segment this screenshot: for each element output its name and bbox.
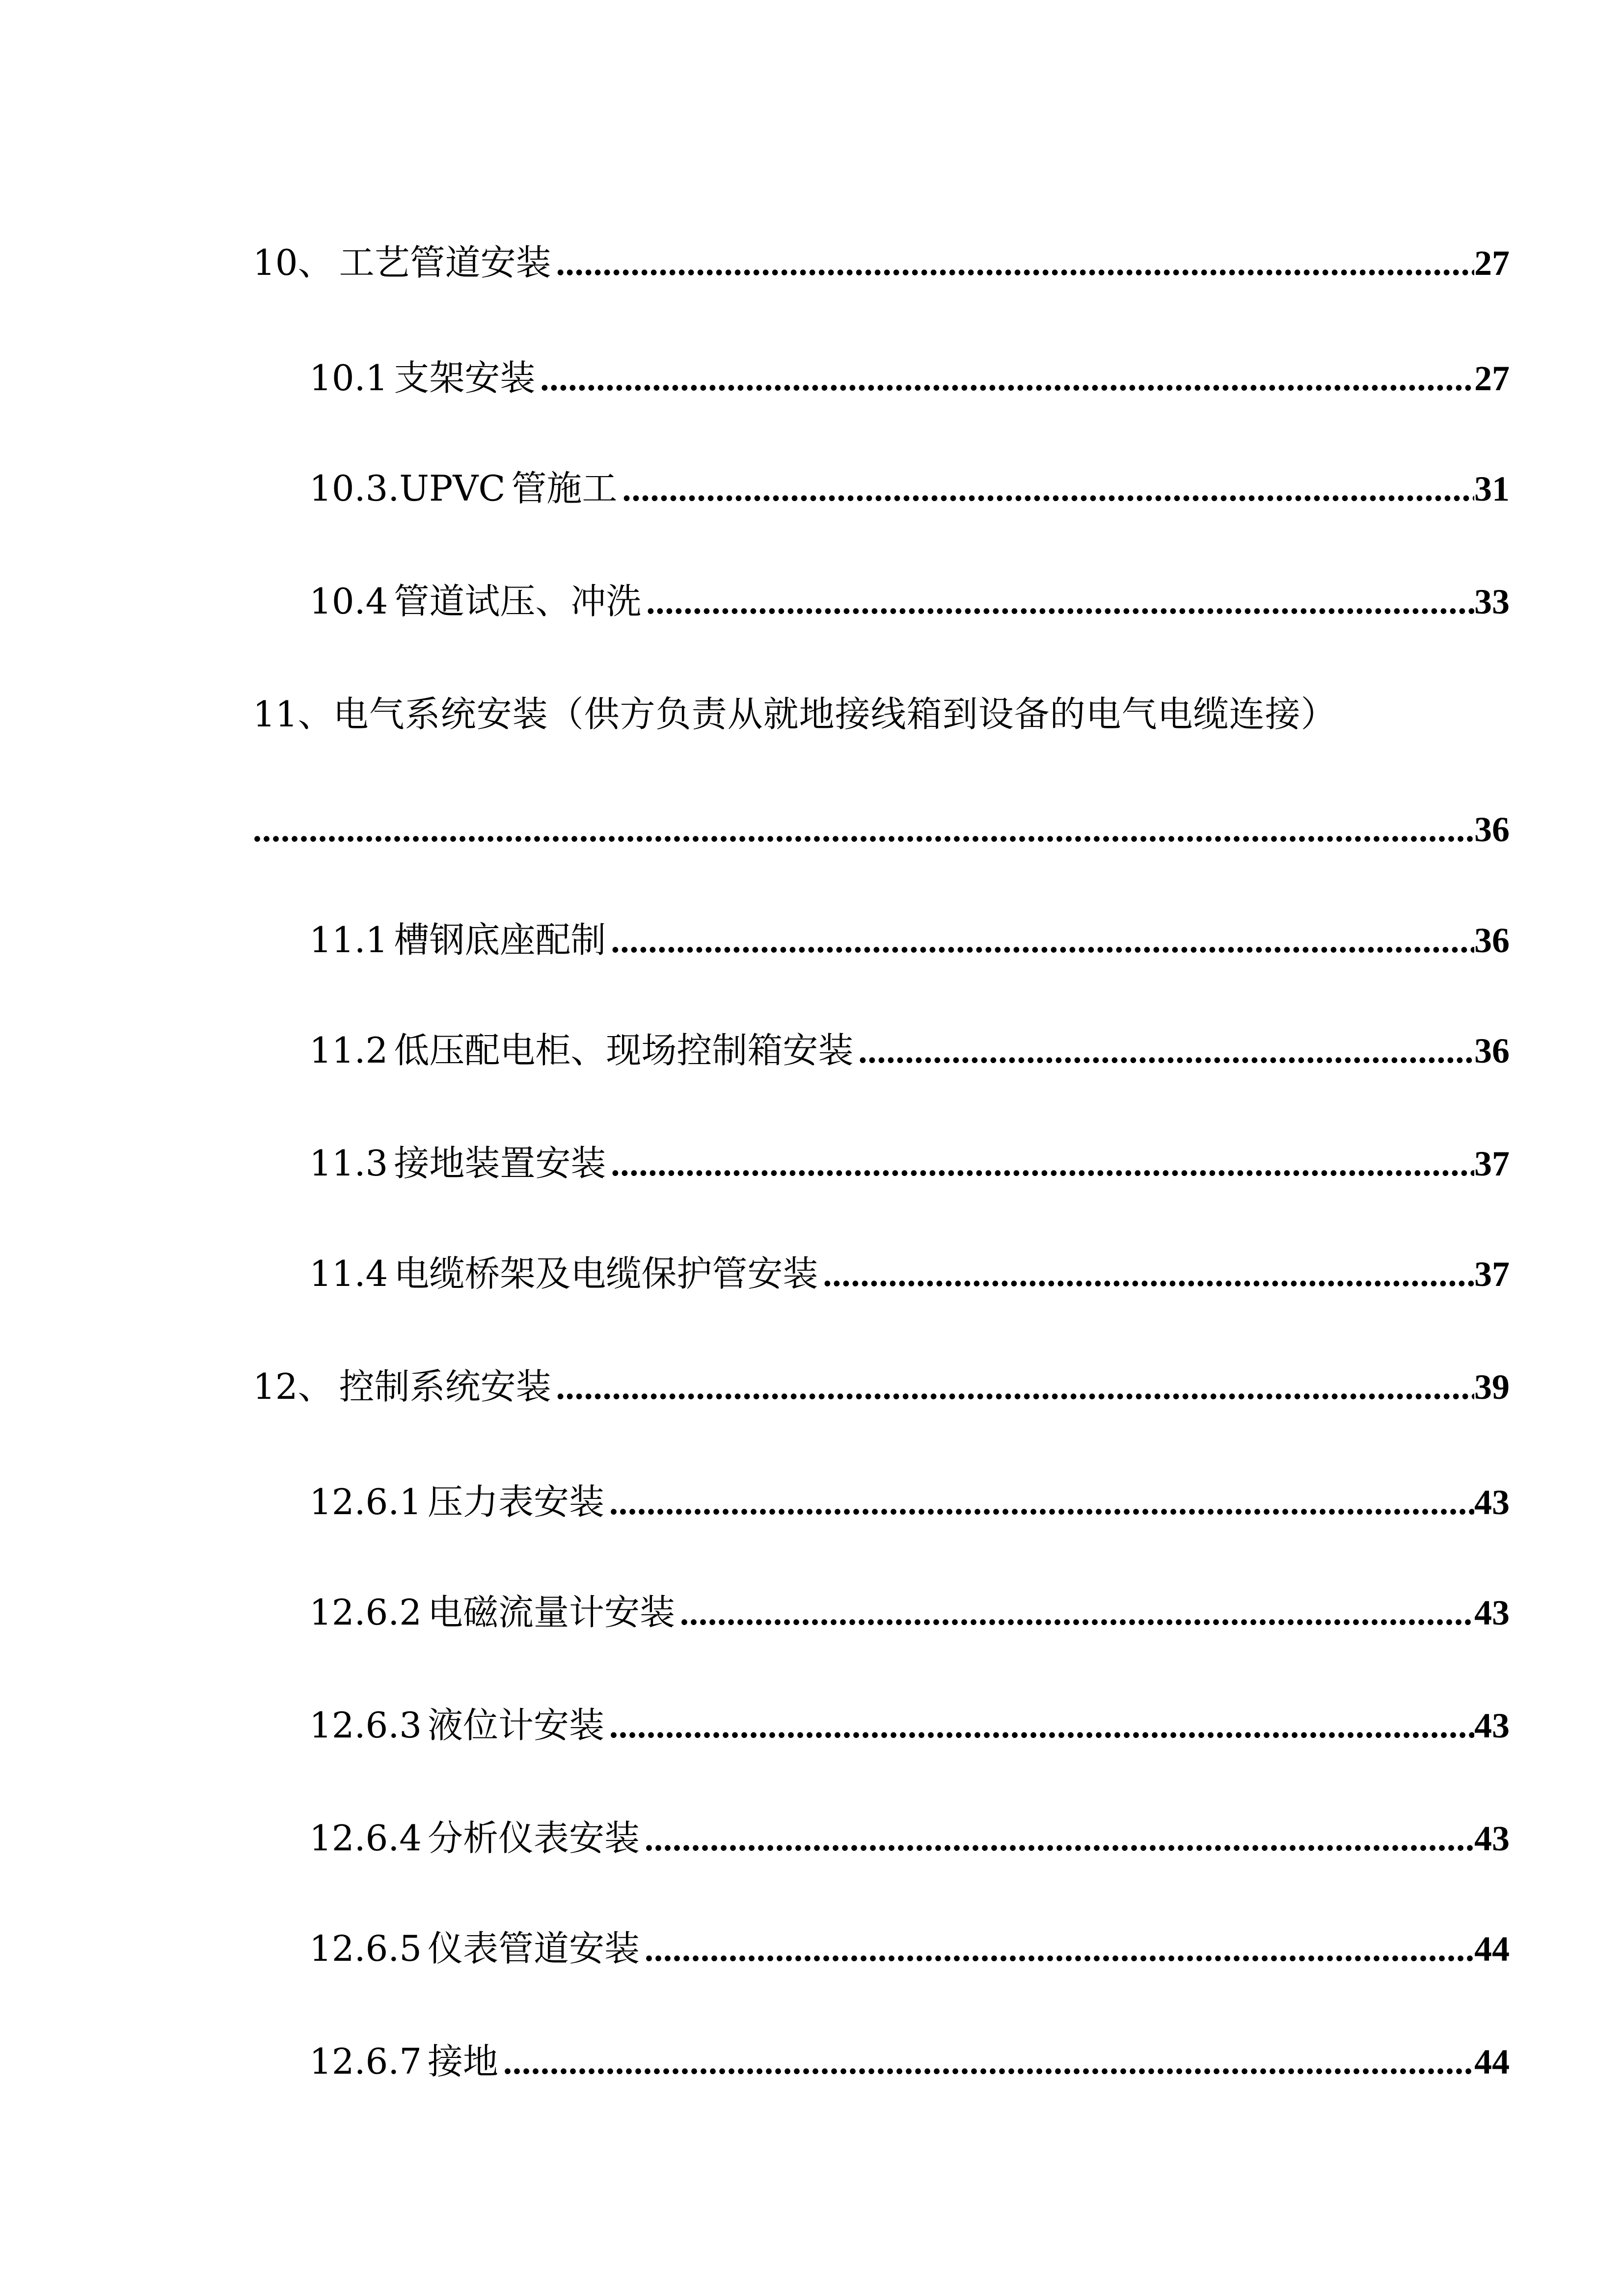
toc-entry[interactable] xyxy=(309,1585,1510,1639)
toc-entry-number: 10、 xyxy=(253,242,333,283)
toc-entry-number: 10.3.UPVC xyxy=(309,468,506,509)
toc-entry-title: 管施工 xyxy=(511,468,618,509)
dot-leader xyxy=(606,913,1474,967)
toc-entry-number: 12、 xyxy=(253,1366,333,1407)
toc-entry-page: 33 xyxy=(1474,582,1510,621)
toc-entry-number: 11.3 xyxy=(309,1143,388,1184)
dot-leader xyxy=(551,236,1474,290)
toc-entry[interactable] xyxy=(309,1922,1510,1976)
dot-leader xyxy=(604,1475,1474,1529)
toc-entry[interactable] xyxy=(309,1811,1510,1865)
dot-leader xyxy=(535,351,1474,405)
toc-entry-number: 11、 xyxy=(253,694,333,735)
toc-entry-page: 37 xyxy=(1474,1144,1510,1183)
toc-entry-page: 36 xyxy=(1474,1031,1510,1070)
toc-entry-title: 电缆桥架及电缆保护管安装 xyxy=(394,1253,818,1294)
toc-entry[interactable] xyxy=(309,1023,1510,1077)
toc-entry-number: 10.1 xyxy=(309,357,388,399)
dot-leader xyxy=(606,1137,1474,1191)
dot-leader xyxy=(640,1922,1474,1976)
toc-entry-title: 支架安装 xyxy=(394,357,536,399)
toc-entry-number: 12.6.2 xyxy=(309,1592,422,1633)
toc-entry-page: 31 xyxy=(1474,469,1510,508)
toc-entry-page: 43 xyxy=(1474,1706,1510,1745)
toc-entry-page: 43 xyxy=(1474,1593,1510,1632)
toc-entry[interactable] xyxy=(309,1136,1510,1190)
toc-entry-page: 43 xyxy=(1474,1483,1510,1522)
toc-entry-title: 低压配电柜、现场控制箱安装 xyxy=(394,1030,854,1071)
toc-entry-number: 12.6.5 xyxy=(309,1928,422,1969)
dot-leader xyxy=(551,1360,1474,1414)
toc-entry-title: 管道试压、冲洗 xyxy=(394,581,642,622)
toc-entry[interactable] xyxy=(309,574,1510,628)
toc-entry-page: 39 xyxy=(1474,1367,1510,1407)
toc-entry[interactable] xyxy=(309,913,1510,967)
toc-entry-title: 接地装置安装 xyxy=(394,1143,606,1184)
dot-leader xyxy=(617,462,1474,516)
toc-entry-title: 电磁流量计安装 xyxy=(428,1592,676,1633)
toc-entry-number: 11.4 xyxy=(309,1253,388,1294)
toc-entry-page: 37 xyxy=(1474,1255,1510,1294)
dot-leader xyxy=(818,1247,1474,1301)
toc-entry-number: 11.2 xyxy=(309,1030,388,1071)
dot-leader xyxy=(498,2035,1474,2089)
toc-entry-wrapped-leader[interactable] xyxy=(253,802,1510,856)
toc-entry-title: 槽钢底座配制 xyxy=(394,919,606,961)
toc-entry-page: 44 xyxy=(1474,1929,1510,1969)
dot-leader xyxy=(640,1812,1474,1866)
dot-leader xyxy=(675,1586,1474,1640)
toc-entry-page: 43 xyxy=(1474,1819,1510,1858)
toc-entry[interactable] xyxy=(253,236,1510,290)
dot-leader xyxy=(604,1699,1474,1753)
toc-entry-number: 11.1 xyxy=(309,919,388,961)
toc-entry-page: 27 xyxy=(1474,243,1510,283)
dot-leader xyxy=(853,1024,1474,1078)
toc-entry-number: 12.6.4 xyxy=(309,1817,422,1859)
toc-entry-page: 36 xyxy=(1474,921,1510,960)
toc-entry[interactable] xyxy=(309,461,1510,515)
toc-entry-page: 36 xyxy=(1474,810,1510,849)
toc-entry-title: 工艺管道安装 xyxy=(339,242,551,283)
toc-entry[interactable] xyxy=(253,1360,1510,1414)
toc-entry-number: 10.4 xyxy=(309,581,388,622)
toc-entry[interactable] xyxy=(309,1698,1510,1752)
toc-entry-page: 44 xyxy=(1474,2042,1510,2082)
toc-entry[interactable] xyxy=(309,2034,1510,2088)
toc-entry-title: 仪表管道安装 xyxy=(428,1928,640,1969)
toc-entry-title: 控制系统安装 xyxy=(339,1366,551,1407)
toc-entry[interactable] xyxy=(309,1475,1510,1529)
toc-entry-title: 电气系统安装（供方负责从就地接线箱到设备的电气电缆连接） xyxy=(333,694,1337,735)
toc-entry-title: 液位计安装 xyxy=(428,1705,605,1746)
toc-entry[interactable] xyxy=(309,1247,1510,1301)
dot-leader xyxy=(253,802,1474,856)
toc-entry-number: 12.6.7 xyxy=(309,2041,422,2082)
toc-entry-page: 27 xyxy=(1474,359,1510,398)
toc-entry-wrapped-title[interactable] xyxy=(253,687,1510,741)
toc-entry[interactable] xyxy=(309,351,1510,405)
toc-entry-number: 12.6.1 xyxy=(309,1481,422,1522)
toc-entry-number: 12.6.3 xyxy=(309,1705,422,1746)
toc-entry-title: 压力表安装 xyxy=(428,1481,605,1522)
toc-entry-title: 分析仪表安装 xyxy=(428,1817,640,1859)
toc-entry-title: 接地 xyxy=(428,2041,499,2082)
dot-leader xyxy=(641,575,1474,629)
